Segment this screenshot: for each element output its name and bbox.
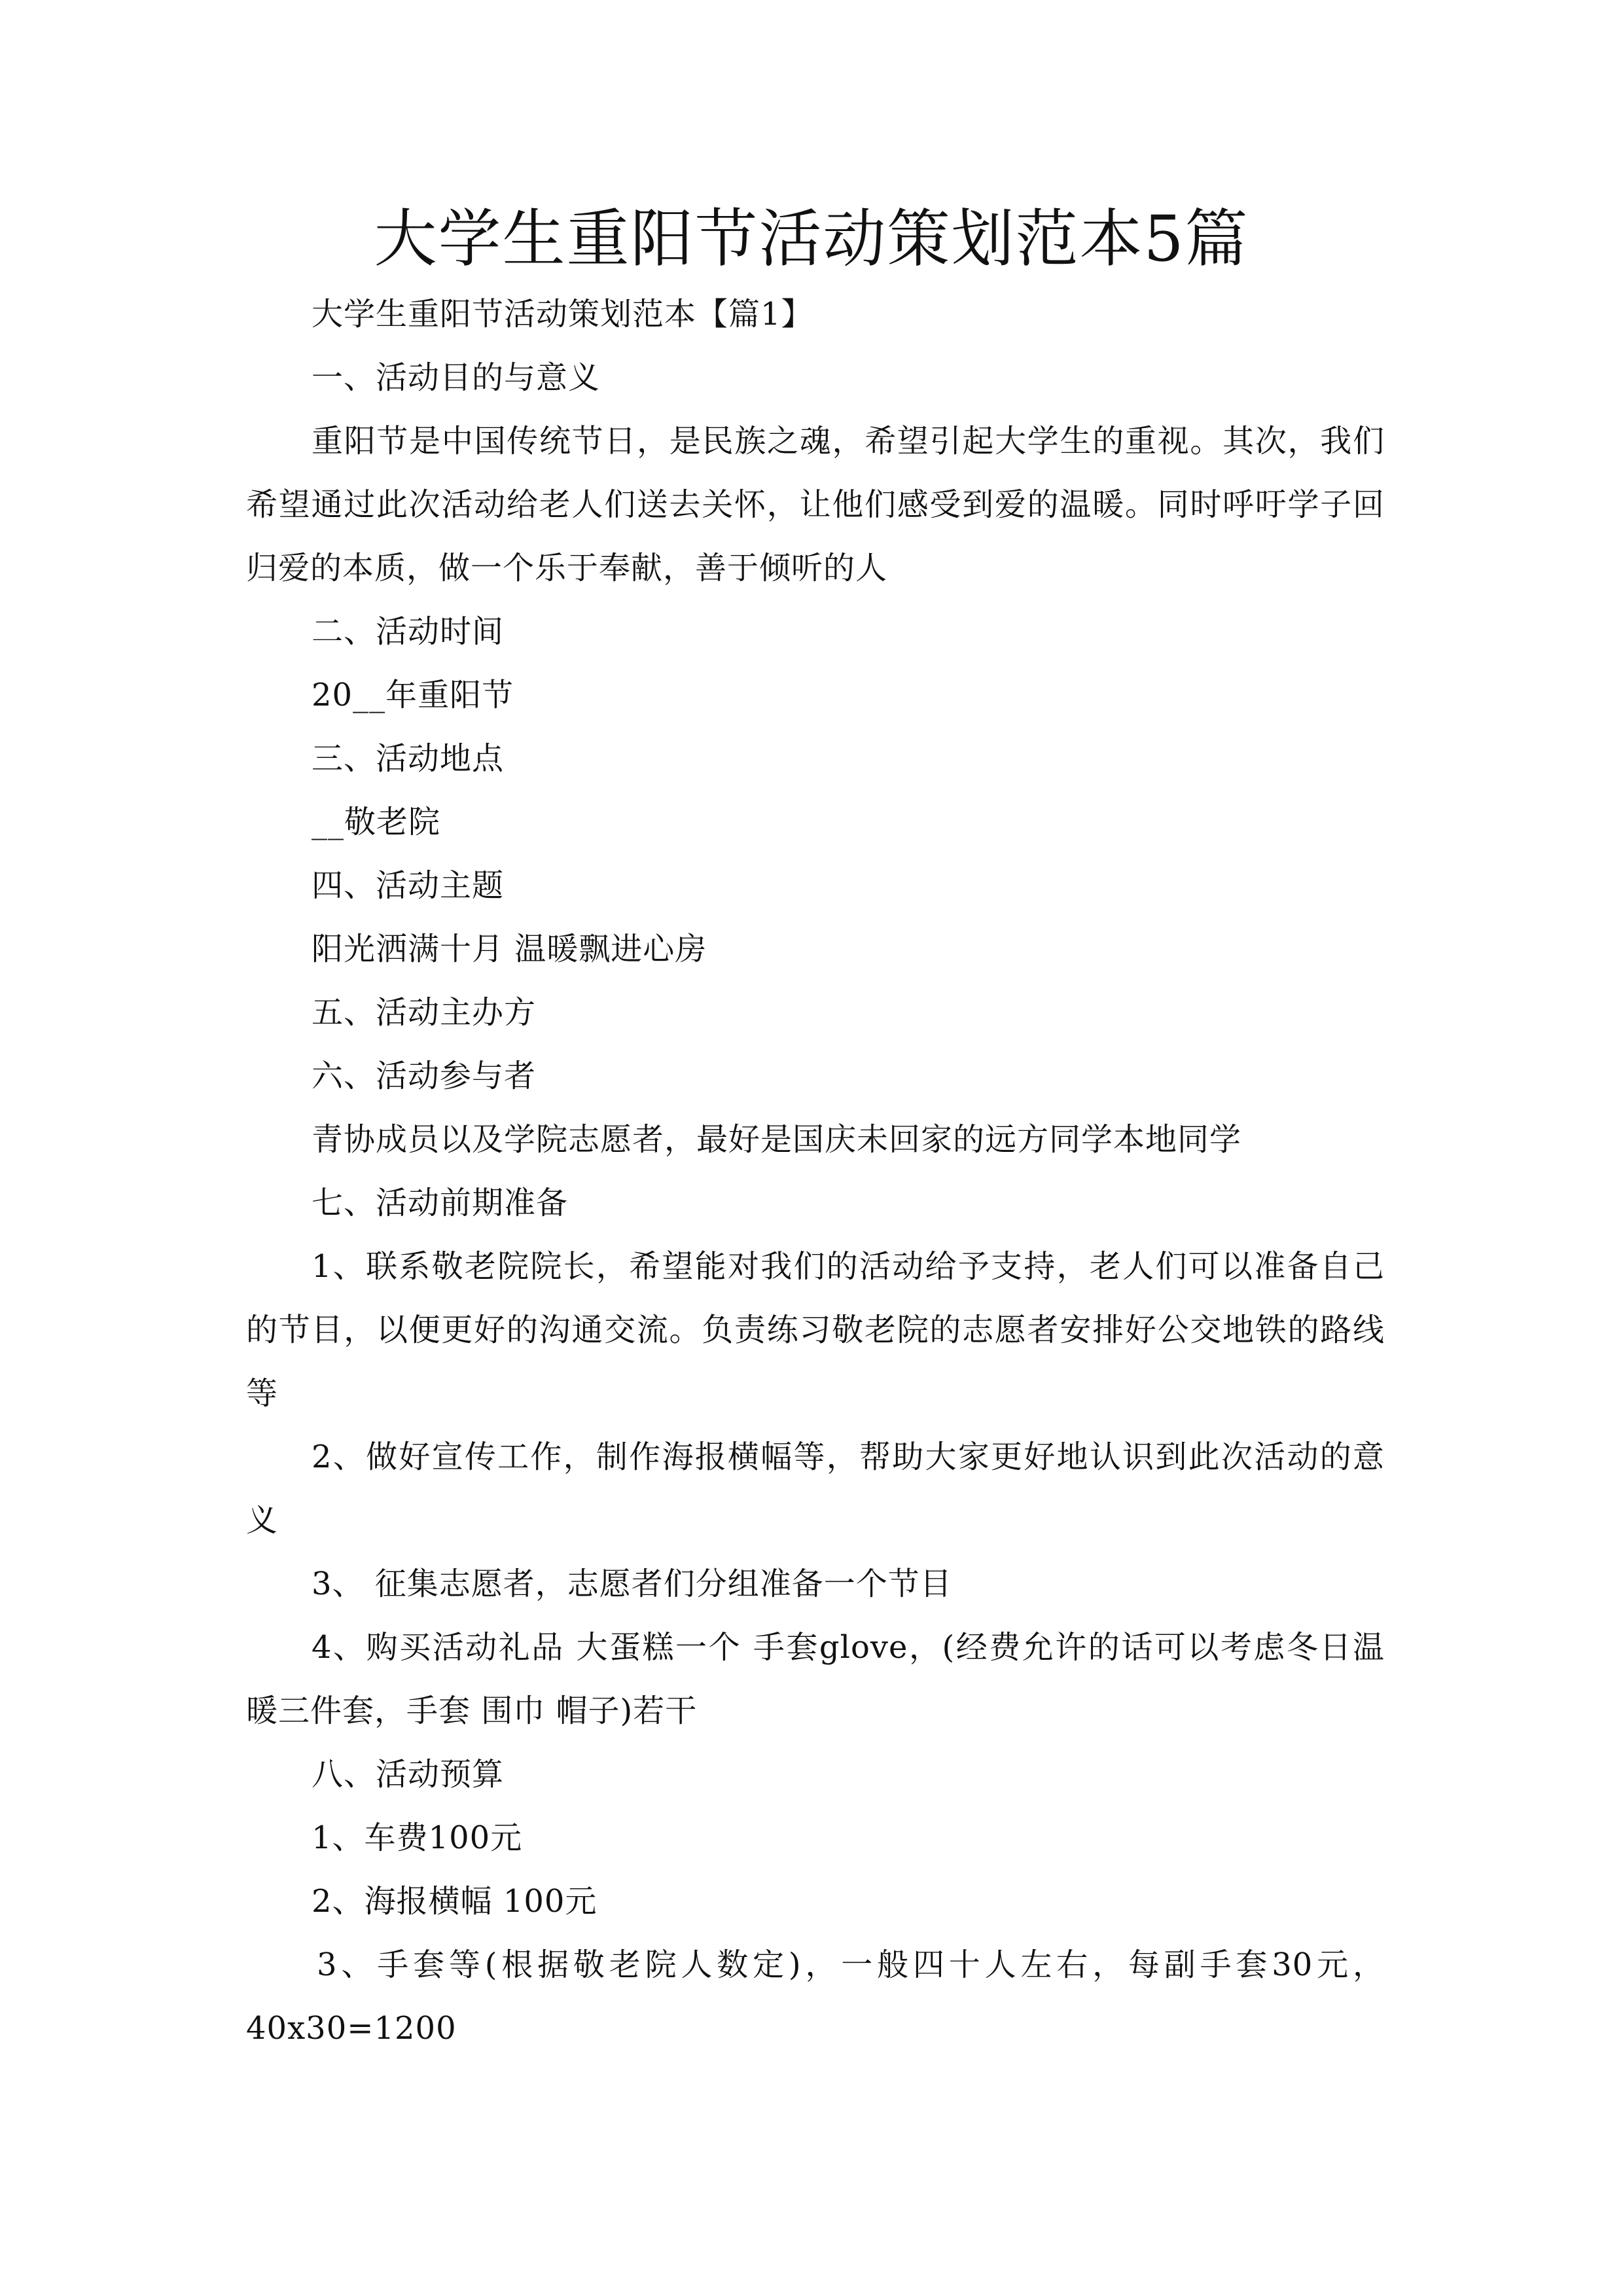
- document-body: [246, 283, 1385, 2060]
- body-paragraph: 青协成员以及学院志愿者，最好是国庆未回家的远方同学本地同学: [312, 1121, 1242, 1158]
- body-paragraph: 重阳节是中国传统节日，是民族之魂，希望引起大学生的重视。其次，我们希望通过此次活动给老人们送去关怀，让他们感受到爱的温暖。同时呼吁学子回归爱的本质，做一个乐于奉献，善于倾听的人: [246, 423, 1385, 586]
- body-paragraph: 七、活动前期准备: [312, 1185, 569, 1221]
- document-title: 大学生重阳节活动策划范本5篇: [374, 202, 1249, 276]
- body-paragraph: 八、活动预算: [312, 1756, 505, 1793]
- body-paragraph: 1、联系敬老院院长，希望能对我们的活动给予支持，老人们可以准备自己的节目，以便更好的沟通交流。负责练习敬老院的志愿者安排好公交地铁的路线等: [246, 1248, 1385, 1412]
- body-paragraph: 五、活动主办方: [312, 994, 537, 1031]
- body-paragraph: 3、 征集志愿者，志愿者们分组准备一个节目: [312, 1566, 952, 1602]
- body-paragraph: 2、海报横幅 100元: [312, 1883, 597, 1920]
- body-paragraph: 三、活动地点: [312, 740, 505, 777]
- body-paragraph: 二、活动时间: [312, 613, 505, 650]
- body-paragraph: 1、车费100元: [312, 1820, 523, 1856]
- body-paragraph: 3、手套等(根据敬老院人数定)，一般四十人左右，每副手套30元，40x30=1200: [246, 1946, 1385, 2047]
- body-paragraph: 四、活动主题: [312, 867, 505, 904]
- body-paragraph: 阳光洒满十月 温暖飘进心房: [312, 931, 707, 967]
- body-paragraph: 一、活动目的与意义: [312, 359, 601, 396]
- body-paragraph: 20__年重阳节: [312, 677, 514, 713]
- body-paragraph: 大学生重阳节活动策划范本【篇1】: [312, 296, 813, 332]
- body-paragraph: __敬老院: [312, 804, 441, 840]
- body-paragraph: 4、购买活动礼品 大蛋糕一个 手套glove，(经费允许的话可以考虑冬日温暖三件套，手套 围巾 帽子)若干: [246, 1629, 1385, 1729]
- body-paragraph: 六、活动参与者: [312, 1058, 537, 1094]
- body-paragraph: 2、做好宣传工作，制作海报横幅等，帮助大家更好地认识到此次活动的意义: [246, 1439, 1385, 1539]
